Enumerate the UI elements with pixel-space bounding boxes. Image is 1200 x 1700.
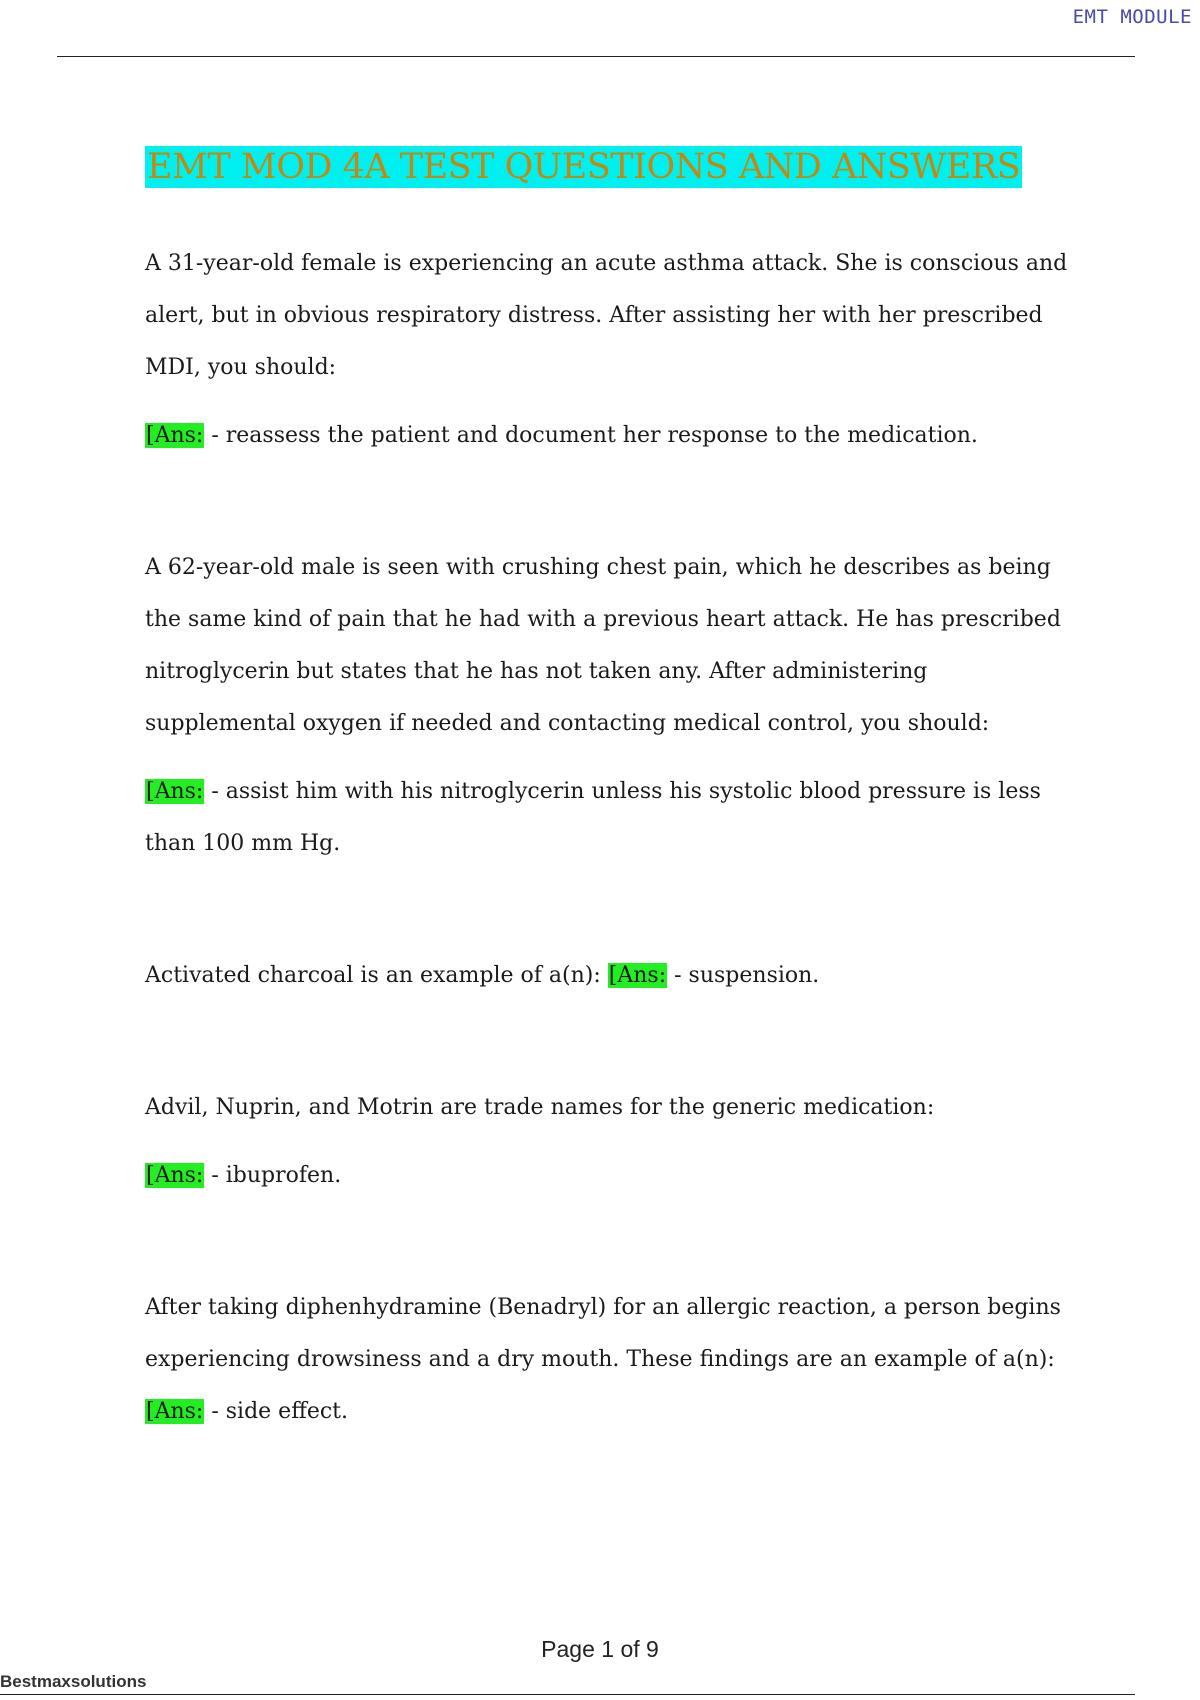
answer-tag: [Ans: [608,963,667,988]
answer-tag: [Ans: [146,1399,204,1424]
question-3 [145,950,1070,1002]
answer-tag: [Ans: [146,1163,204,1188]
page-title: EMT MOD 4A TEST QUESTIONS AND ANSWERS [147,147,1021,187]
header-divider [57,56,1135,57]
question-5 [145,1282,1070,1438]
question-4: Advil, Nuprin, and Motrin are trade names for the generic medication: [145,1095,935,1120]
question-2: A 62-year-old male is seen with crushing chest pain, which he describes as being the same kind of pain that he had with a previous heart attack. He has prescribed nitroglycerin but states that he has not taken any. After administering supplemental oxygen if needed and contacting medical control, you should: [145,555,1061,736]
footer-divider [0,1694,1135,1695]
footer-brand: Bestmaxsolutions [0,1672,147,1691]
question-text: After taking diphenhydramine (Benadryl) for an allergic reaction, a person begins experiencing drowsiness and a dry mouth. These findings are an example of a(n): [145,1295,1061,1372]
answer-1 [145,410,1070,462]
answer-text: - reassess the patient and document her response to the medication. [204,423,978,448]
answer-2 [145,766,1070,870]
answer-text: - ibuprofen. [204,1163,342,1188]
header-label: EMT MODULE [1072,6,1192,28]
answer-text: - suspension. [667,963,820,988]
answer-tag: [Ans: [146,779,204,804]
answer-text: - assist him with his nitroglycerin unless his systolic blood pressure is less than 100 mm Hg. [145,779,1041,856]
qa-content [145,238,1070,1438]
question-text: Activated charcoal is an example of a(n): [145,963,608,988]
answer-tag: [Ans: [146,423,204,448]
answer-text: - side effect. [204,1399,349,1424]
question-1: A 31-year-old female is experiencing an acute asthma attack. She is conscious and alert, but in obvious respiratory distress. After assisting her with her prescribed MDI, you should: [145,251,1068,380]
page-number: Page 1 of 9 [541,1636,659,1662]
answer-4 [145,1150,1070,1202]
